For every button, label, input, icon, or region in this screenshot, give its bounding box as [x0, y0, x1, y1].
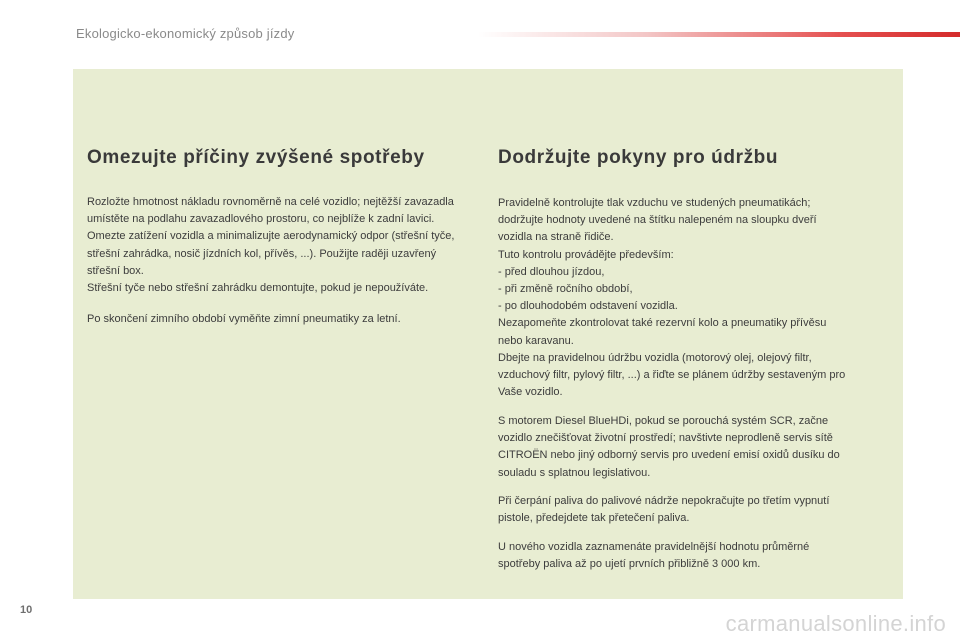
list-item: - při změně ročního období, [498, 283, 633, 296]
text-line: Nezapomeňte zkontrolovat také rezervní kolo a pneumatiky přívěsu [498, 317, 827, 330]
text-line: Omezte zatížení vozidla a minimalizujte aerodynamický odpor (střešní tyče, [87, 230, 455, 243]
section-title: Ekologicko-ekonomický způsob jízdy [76, 26, 295, 41]
right-heading: Dodržujte pokyny pro údržbu [498, 147, 779, 168]
page-number: 10 [20, 604, 33, 616]
text-line: CITROËN nebo jiný odborný servis pro uvedení emisí oxidů dusíku do [498, 449, 840, 462]
right-paragraph-refuel [498, 493, 896, 527]
text-line: Po skončení zimního období vyměňte zimní pneumatiky za letní. [87, 313, 401, 325]
right-paragraph-bluehdi [498, 413, 896, 482]
text-line: vzduchový filtr, pylový filtr, ...) a řiďte se plánem údržby sestaveným pro [498, 369, 846, 382]
content-panel [73, 69, 903, 599]
text-line: Dbejte na pravidelnou údržbu vozidla (motorový olej, olejový filtr, [498, 352, 812, 364]
list-item: - před dlouhou jízdou, [498, 265, 605, 278]
text-line: Rozložte hmotnost nákladu rovnoměrně na celé vozidlo; nejtěžší zavazadla [87, 196, 454, 208]
text-line: Vaše vozidlo. [498, 386, 563, 399]
text-line: střešní box. [87, 264, 144, 277]
text-line: spotřeby paliva až po ujetí prvních přibližně 3 000 km. [498, 558, 761, 571]
text-line: vozidlo znečišťovat životní prostředí; navštivte neprodleně servis sítě [498, 432, 833, 445]
text-line: střešní zahrádka, nosič jízdních kol, přívěs, ...). Použijte raději uzavřený [87, 247, 437, 260]
text-line: Střešní tyče nebo střešní zahrádku demontujte, pokud je nepoužíváte. [87, 282, 429, 295]
left-paragraph-load [87, 194, 482, 297]
text-line: dodržujte hodnoty uvedené na štítku nalepeném na sloupku dveří [498, 214, 817, 227]
text-line: umístěte na podlahu zavazadlového prostoru, co nejblíže k zadní lavici. [87, 213, 435, 226]
text-line: pistole, předejdete tak přetečení paliva. [498, 512, 690, 525]
header-accent-bar [478, 32, 960, 37]
right-paragraph-new-vehicle [498, 539, 896, 573]
right-paragraph-pressure [498, 195, 896, 350]
left-heading: Omezujte příčiny zvýšené spotřeby [87, 147, 425, 168]
text-line: Při čerpání paliva do palivové nádrže nepokračujte po třetím vypnutí [498, 495, 830, 507]
text-line: U nového vozidla zaznamenáte pravidelnější hodnotu průměrné [498, 541, 810, 553]
text-line: Tuto kontrolu provádějte především: [498, 248, 674, 261]
text-line: souladu s splatnou legislativou. [498, 466, 651, 479]
text-line: S motorem Diesel BlueHDi, pokud se porouchá systém SCR, začne [498, 415, 829, 427]
right-paragraph-maintenance [498, 350, 896, 402]
text-line: vozidla na straně řidiče. [498, 231, 614, 244]
site-watermark: carmanualsonline.info [725, 611, 946, 636]
text-line: nebo karavanu. [498, 334, 574, 347]
text-line: Pravidelně kontrolujte tlak vzduchu ve studených pneumatikách; [498, 197, 811, 209]
list-item: - po dlouhodobém odstavení vozidla. [498, 300, 678, 313]
left-paragraph-tyres [87, 311, 482, 328]
